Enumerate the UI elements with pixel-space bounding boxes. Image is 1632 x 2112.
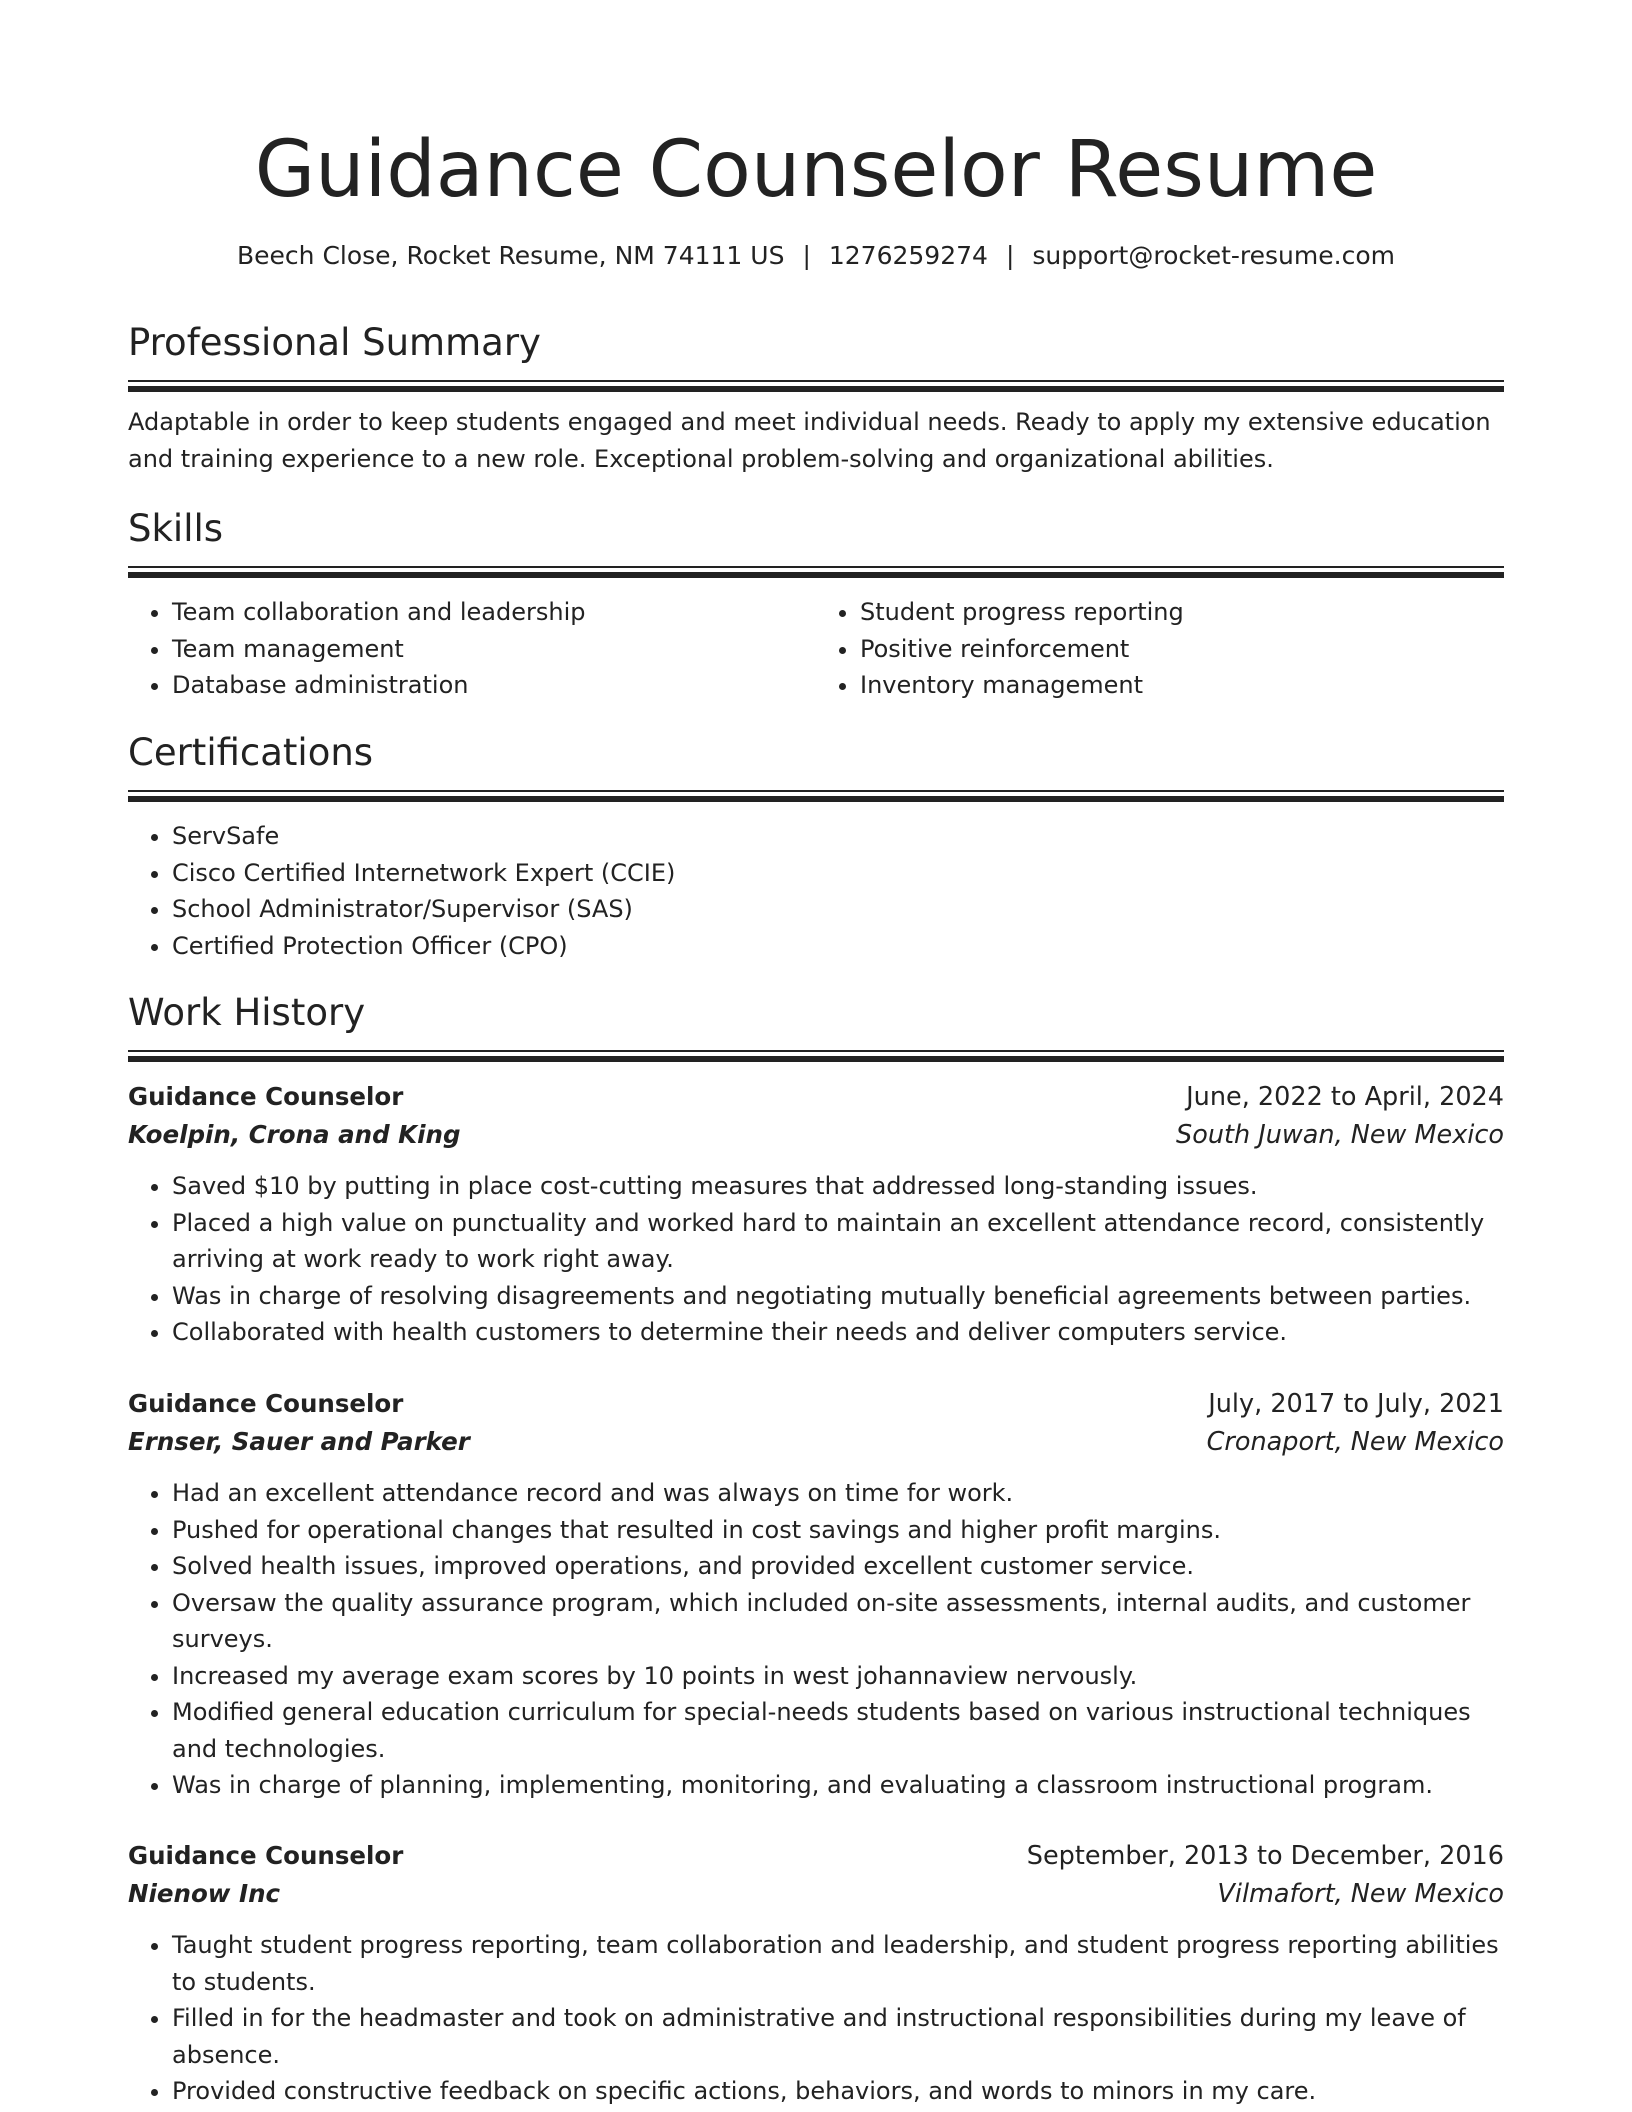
certification-item: • School Administrator/Supervisor (SAS) bbox=[172, 891, 1504, 928]
job-bullet: • Placed a high value on punctuality and worked hard to maintain an excellent attendance record, consistently arriving at work ready to work right away. bbox=[172, 1205, 1504, 1278]
contact-separator: | bbox=[802, 241, 811, 270]
work-history-section bbox=[128, 988, 1504, 1062]
job-company: Ernser, Sauer and Parker bbox=[128, 1427, 470, 1456]
job-header-row bbox=[128, 1078, 1504, 1116]
job-bullets bbox=[128, 1475, 1504, 1804]
skills-heading: Skills bbox=[128, 507, 224, 550]
job-bullet: • Had an excellent attendance record and was always on time for work. bbox=[172, 1475, 1504, 1512]
job-bullet: • Oversaw the quality assurance program, which included on-site assessments, internal audits, and customer surveys. bbox=[172, 1585, 1504, 1658]
certifications-section bbox=[128, 728, 1504, 964]
certifications-list bbox=[128, 818, 1504, 964]
job-bullet: • Collaborated with health customers to determine their needs and deliver computers service. bbox=[172, 1314, 1504, 1351]
section-divider bbox=[128, 790, 1504, 802]
job-location: Vilmafort, New Mexico bbox=[1217, 1879, 1504, 1909]
job-subheader-row bbox=[128, 1423, 1504, 1461]
job-location: Cronaport, New Mexico bbox=[1206, 1427, 1504, 1457]
skills-list-left bbox=[128, 594, 816, 704]
summary-text: Adaptable in order to keep students engaged and meet individual needs. Ready to apply my extensive education and training experience to a new role. Exceptional problem-solving and organizational abilities. bbox=[128, 408, 1491, 473]
job-title: Guidance Counselor bbox=[128, 1082, 404, 1111]
job-dates: September, 2013 to December, 2016 bbox=[1026, 1841, 1504, 1871]
job-bullet: • Filled in for the headmaster and took on administrative and instructional responsibilities during my leave of absence. bbox=[172, 2000, 1504, 2073]
job-bullet: • Pushed for operational changes that resulted in cost savings and higher profit margins. bbox=[172, 1512, 1504, 1549]
certification-item: • ServSafe bbox=[172, 818, 1504, 855]
resume-title: Guidance Counselor Resume bbox=[254, 125, 1378, 215]
job-header-row bbox=[128, 1837, 1504, 1875]
job-bullet: • Saved $10 by putting in place cost-cutting measures that addressed long-standing issues. bbox=[172, 1168, 1504, 1205]
skills-columns bbox=[128, 594, 1504, 704]
job-bullets bbox=[128, 1927, 1504, 2110]
certifications-heading: Certifications bbox=[128, 731, 374, 774]
certification-item: • Certified Protection Officer (CPO) bbox=[172, 928, 1504, 965]
job-title: Guidance Counselor bbox=[128, 1841, 404, 1870]
job-entry bbox=[128, 1078, 1504, 1351]
work-history-heading: Work History bbox=[128, 991, 366, 1034]
skills-section bbox=[128, 504, 1504, 704]
contact-line bbox=[128, 236, 1504, 276]
job-bullet: • Increased my average exam scores by 10 points in west johannaview nervously. bbox=[172, 1658, 1504, 1695]
contact-phone: 1276259274 bbox=[828, 241, 988, 270]
skill-item: • Inventory management bbox=[860, 667, 1504, 704]
section-divider bbox=[128, 566, 1504, 578]
job-dates: June, 2022 to April, 2024 bbox=[1186, 1082, 1504, 1112]
job-bullet: • Taught student progress reporting, team collaboration and leadership, and student progress reporting abilities to students. bbox=[172, 1927, 1504, 2000]
job-bullet: • Solved health issues, improved operations, and provided excellent customer service. bbox=[172, 1548, 1504, 1585]
summary-section bbox=[128, 318, 1504, 477]
job-bullets bbox=[128, 1168, 1504, 1351]
job-bullet: • Was in charge of planning, implementing, monitoring, and evaluating a classroom instructional program. bbox=[172, 1767, 1504, 1804]
job-entry bbox=[128, 1837, 1504, 2110]
skill-item: • Team management bbox=[172, 631, 816, 668]
job-dates: July, 2017 to July, 2021 bbox=[1208, 1389, 1504, 1419]
section-divider bbox=[128, 380, 1504, 392]
skill-item: • Database administration bbox=[172, 667, 816, 704]
contact-email: support@rocket-resume.com bbox=[1032, 241, 1395, 270]
job-title: Guidance Counselor bbox=[128, 1389, 404, 1418]
job-header-row bbox=[128, 1385, 1504, 1423]
job-company: Nienow Inc bbox=[128, 1879, 281, 1908]
job-bullet: • Modified general education curriculum for special-needs students based on various instructional techniques and technologies. bbox=[172, 1694, 1504, 1767]
section-divider bbox=[128, 1050, 1504, 1062]
job-entry bbox=[128, 1385, 1504, 1804]
skill-item: • Positive reinforcement bbox=[860, 631, 1504, 668]
job-subheader-row bbox=[128, 1875, 1504, 1913]
skill-item: • Team collaboration and leadership bbox=[172, 594, 816, 631]
job-company: Koelpin, Crona and King bbox=[128, 1120, 461, 1149]
job-bullet: • Was in charge of resolving disagreements and negotiating mutually beneficial agreements between parties. bbox=[172, 1278, 1504, 1315]
skills-list-right bbox=[816, 594, 1504, 704]
summary-heading: Professional Summary bbox=[128, 321, 541, 364]
skill-item: • Student progress reporting bbox=[860, 594, 1504, 631]
job-subheader-row bbox=[128, 1116, 1504, 1154]
job-location: South Juwan, New Mexico bbox=[1176, 1120, 1504, 1150]
job-bullet: • Provided constructive feedback on specific actions, behaviors, and words to minors in my care. bbox=[172, 2073, 1504, 2110]
certification-item: • Cisco Certified Internetwork Expert (CCIE) bbox=[172, 855, 1504, 892]
contact-address: Beech Close, Rocket Resume, NM 74111 US bbox=[237, 241, 785, 270]
contact-separator: | bbox=[1005, 241, 1015, 270]
